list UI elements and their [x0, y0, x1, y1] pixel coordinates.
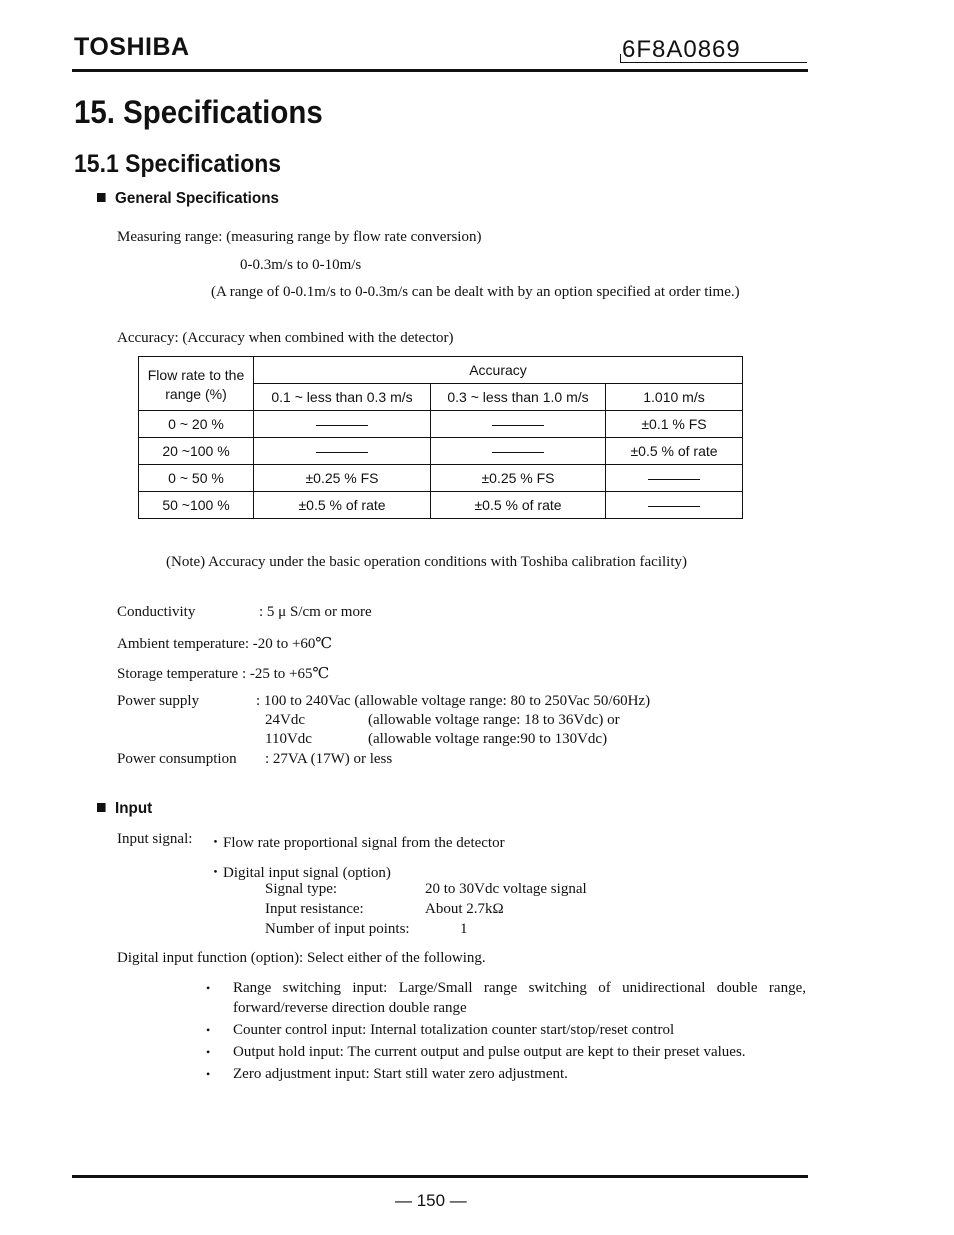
section-title: 15.1 Specifications: [74, 150, 282, 178]
digital-input-function-intro: Digital input function (option): Select either of the following.: [117, 950, 486, 966]
table-cell-empty: [254, 438, 431, 465]
table-header-col2: 0.3 ~ less than 1.0 m/s: [431, 384, 606, 411]
list-item: • Counter control input: Internal totalization counter start/stop/reset control: [206, 1020, 806, 1040]
flow-rate-header-line2: range (%): [165, 386, 227, 402]
ambient-temperature: Ambient temperature: -20 to +60℃: [117, 636, 333, 652]
table-header-col1: 0.1 ~ less than 0.3 m/s: [254, 384, 431, 411]
storage-temperature: Storage temperature : -25 to +65℃: [117, 666, 330, 682]
general-specifications-heading: [97, 190, 279, 208]
table-cell-empty: [606, 492, 743, 519]
measuring-range-value: 0-0.3m/s to 0-10m/s: [240, 257, 362, 273]
list-item: • Zero adjustment input: Start still water zero adjustment.: [206, 1064, 806, 1084]
measuring-range-option: (A range of 0-0.1m/s to 0-0.3m/s can be dealt with by an option specified at order time.): [211, 284, 740, 300]
input-heading-text: Input: [115, 800, 153, 817]
list-item: • Output hold input: The current output and pulse output are kept to their preset values.: [206, 1042, 806, 1062]
table-cell: ±0.5 % of rate: [431, 492, 606, 519]
table-row: [139, 492, 743, 519]
document-number-frame: [620, 54, 807, 63]
table-header-accuracy: Accuracy: [254, 357, 743, 384]
dash-mark: [492, 452, 544, 453]
table-cell: 0 ~ 20 %: [139, 411, 254, 438]
brand-logo: TOSHIBA: [74, 33, 190, 61]
input-resistance-label: Input resistance:: [265, 901, 364, 917]
input-signal-digital: ・Digital input signal (option): [208, 865, 391, 881]
flow-rate-header-line1: Flow rate to the: [147, 367, 245, 383]
footer-rule: [72, 1175, 808, 1178]
dash-mark: [316, 425, 368, 426]
table-cell: 50 ~100 %: [139, 492, 254, 519]
power-consumption-label: Power consumption: [117, 751, 237, 767]
table-cell: ±0.1 % FS: [606, 411, 743, 438]
header-rule: [72, 69, 808, 72]
conductivity-label: Conductivity: [117, 604, 196, 620]
table-row: [139, 411, 743, 438]
power-supply-label: Power supply: [117, 693, 200, 709]
page-title: 15. Specifications: [74, 94, 323, 130]
accuracy-intro: Accuracy: (Accuracy when combined with the detector): [117, 330, 454, 346]
input-heading: [97, 800, 152, 818]
dash-mark: [492, 425, 544, 426]
signal-type-label: Signal type:: [265, 881, 338, 897]
dash-mark: [648, 479, 700, 480]
table-header-col3: 1.010 m/s: [606, 384, 743, 411]
signal-type-value: 20 to 30Vdc voltage signal: [425, 881, 587, 897]
square-bullet-icon: [97, 803, 106, 812]
table-cell-empty: [606, 465, 743, 492]
dash-mark: [648, 506, 700, 507]
table-cell-empty: [254, 411, 431, 438]
dash-mark: [316, 452, 368, 453]
conductivity-value: : 5 μ S/cm or more: [259, 604, 372, 620]
power-supply-110vdc-range: (allowable voltage range:90 to 130Vdc): [368, 731, 608, 747]
table-cell: ±0.25 % FS: [254, 465, 431, 492]
table-row: [139, 465, 743, 492]
power-consumption-value: : 27VA (17W) or less: [265, 751, 393, 767]
digital-input-function-list: [206, 978, 806, 1086]
square-bullet-icon: [97, 193, 106, 202]
input-resistance-value: About 2.7kΩ: [425, 901, 504, 917]
power-supply-ac: : 100 to 240Vac (allowable voltage range: 80 to 250Vac 50/60Hz): [256, 693, 651, 709]
table-cell-empty: [431, 438, 606, 465]
table-cell: ±0.25 % FS: [431, 465, 606, 492]
input-points-value: 1: [460, 921, 468, 937]
table-cell: 20 ~100 %: [139, 438, 254, 465]
table-row: [139, 438, 743, 465]
power-supply-24vdc: 24Vdc: [265, 712, 305, 728]
table-cell: ±0.5 % of rate: [254, 492, 431, 519]
table-cell: 0 ~ 50 %: [139, 465, 254, 492]
input-signal-flow: ・Flow rate proportional signal from the detector: [208, 835, 505, 851]
table-header-flow-rate: [139, 357, 254, 411]
list-item: • Range switching input: Large/Small range switching of unidirectional double range, forward/reverse direction double range: [206, 978, 806, 1018]
accuracy-table: [138, 356, 743, 519]
power-supply-24vdc-range: (allowable voltage range: 18 to 36Vdc) or: [368, 712, 620, 728]
power-supply-110vdc: 110Vdc: [265, 731, 312, 747]
accuracy-note: (Note) Accuracy under the basic operation conditions with Toshiba calibration facility): [166, 554, 688, 570]
input-signal-label: Input signal:: [117, 831, 193, 847]
table-cell: ±0.5 % of rate: [606, 438, 743, 465]
page-number: — 150 —: [395, 1191, 467, 1210]
measuring-range-label: Measuring range: (measuring range by flow rate conversion): [117, 229, 482, 245]
document-number: 6F8A0869: [622, 36, 741, 63]
input-points-label: Number of input points:: [265, 921, 410, 937]
table-cell-empty: [431, 411, 606, 438]
general-heading-text: General Specifications: [115, 190, 279, 207]
